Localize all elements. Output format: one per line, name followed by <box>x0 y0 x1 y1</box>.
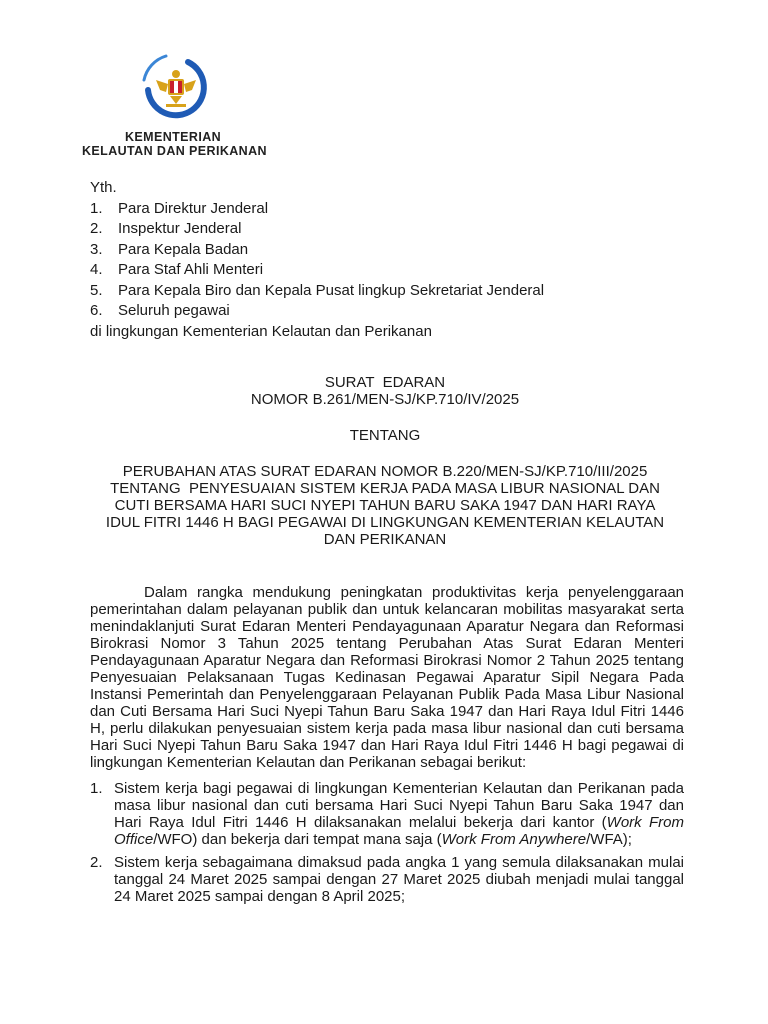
garuda-emblem-icon <box>136 50 216 124</box>
subject-line: DAN PERIKANAN <box>323 531 447 548</box>
addressee-block <box>90 178 710 342</box>
list-number: 6. <box>90 302 103 319</box>
addressee-list <box>90 199 710 322</box>
ministry-name <box>82 130 282 158</box>
subject-line: TENTANG PENYESUAIAN SISTEM KERJA PADA MASA LIBUR NASIONAL DAN <box>110 480 660 497</box>
list-item <box>90 301 710 322</box>
points-list <box>90 780 684 911</box>
body-paragraph: Dalam rangka mendukung peningkatan produktivitas kerja penyelenggaraan pemerintahan dalam pelayanan publik dan untuk kelancaran mobilitas masyarakat serta menindaklanjuti Surat Edaran Menteri Pendayagunaan Aparatur Negara dan Reformasi Birokrasi Nomor 3 Tahun 2025 tentang Perubahan Atas Surat Edaran Menteri Pendayagunaan Aparatur Negara dan Reformasi Birokrasi Nomor 2 Tahun 2025 tentang Penyesuaian Pelaksanaan Tugas Kedinasan Pegawai Aparatur Sipil Negara Pada Instansi Pemerintah dan Penyelenggaraan Pelayanan Publik Pada Masa Libur Nasional dan Cuti Bersama Hari Suci Nyepi Tahun Baru Saka 1947 dan Hari Raya Idul Fitri 1446 H, perlu dilakukan penyesuaian sistem kerja pada masa libur nasional dan cuti bersama Hari Suci Nyepi Tahun Baru Saka 1947 dan Hari Raya Idul Fitri 1446 H bagi pegawai di lingkungan Kementerian Kelautan dan Perikanan sebagai berikut: <box>90 584 684 771</box>
list-number: 3. <box>90 240 103 258</box>
doc-number: NOMOR B.261/MEN-SJ/KP.710/IV/2025 <box>250 391 520 408</box>
doc-about: TENTANG <box>349 427 421 444</box>
list-item <box>90 240 710 261</box>
list-text: Para Kepala Biro dan Kepala Pusat lingkup Sekretariat Jenderal <box>118 281 545 299</box>
list-item <box>90 281 710 302</box>
list-text: Seluruh pegawai <box>118 302 230 319</box>
addressee-scope: di lingkungan Kementerian Kelautan dan Perikanan <box>90 322 432 340</box>
list-number: 5. <box>90 281 103 299</box>
list-number: 4. <box>90 261 103 278</box>
list-item <box>90 199 710 220</box>
list-text: Sistem kerja sebagaimana dimaksud pada angka 1 yang semula dilaksanakan mulai tanggal 24 Maret 2025 sampai dengan 27 Maret 2025 diubah menjadi mulai tanggal 24 Maret 2025 sampai dengan 8 April 2025; <box>114 854 684 905</box>
salutation: Yth. <box>90 179 117 196</box>
list-number: 2. <box>90 220 103 237</box>
list-text: Sistem kerja bagi pegawai di lingkungan Kementerian Kelautan dan Perikanan pada masa libur nasional dan cuti bersama Hari Suci Nyepi Tahun Baru Saka 1947 dan Hari Raya Idul Fitri 1446 H dilaksanakan melalui bekerja dari kantor (Work From Office/WFO) dan bekerja dari tempat mana saja (Work From Anywhere/WFA); <box>114 780 684 848</box>
doc-subject <box>90 463 680 548</box>
list-item <box>90 260 710 281</box>
list-item <box>90 780 684 848</box>
list-text: Inspektur Jenderal <box>118 220 242 237</box>
subject-line: IDUL FITRI 1446 H BAGI PEGAWAI DI LINGKUNGAN KEMENTERIAN KELAUTAN <box>105 514 665 531</box>
list-number: 1. <box>90 199 103 217</box>
list-item <box>90 854 684 905</box>
list-number: 1. <box>90 780 103 797</box>
ministry-name-line1: KEMENTERIAN <box>125 130 222 144</box>
list-number: 2. <box>90 854 103 871</box>
subject-line: PERUBAHAN ATAS SURAT EDARAN NOMOR B.220/MEN-SJ/KP.710/III/2025 <box>122 463 648 480</box>
ministry-name-line2: KELAUTAN DAN PERIKANAN <box>82 144 267 158</box>
list-item <box>90 219 710 240</box>
subject-line: CUTI BERSAMA HARI SUCI NYEPI TAHUN BARU SAKA 1947 DAN HARI RAYA <box>114 497 656 514</box>
list-text: Para Staf Ahli Menteri <box>118 261 264 278</box>
doc-type: SURAT EDARAN <box>324 374 446 391</box>
title-block <box>90 374 680 548</box>
list-text: Para Direktur Jenderal <box>118 199 269 217</box>
list-text: Para Kepala Badan <box>118 240 249 258</box>
